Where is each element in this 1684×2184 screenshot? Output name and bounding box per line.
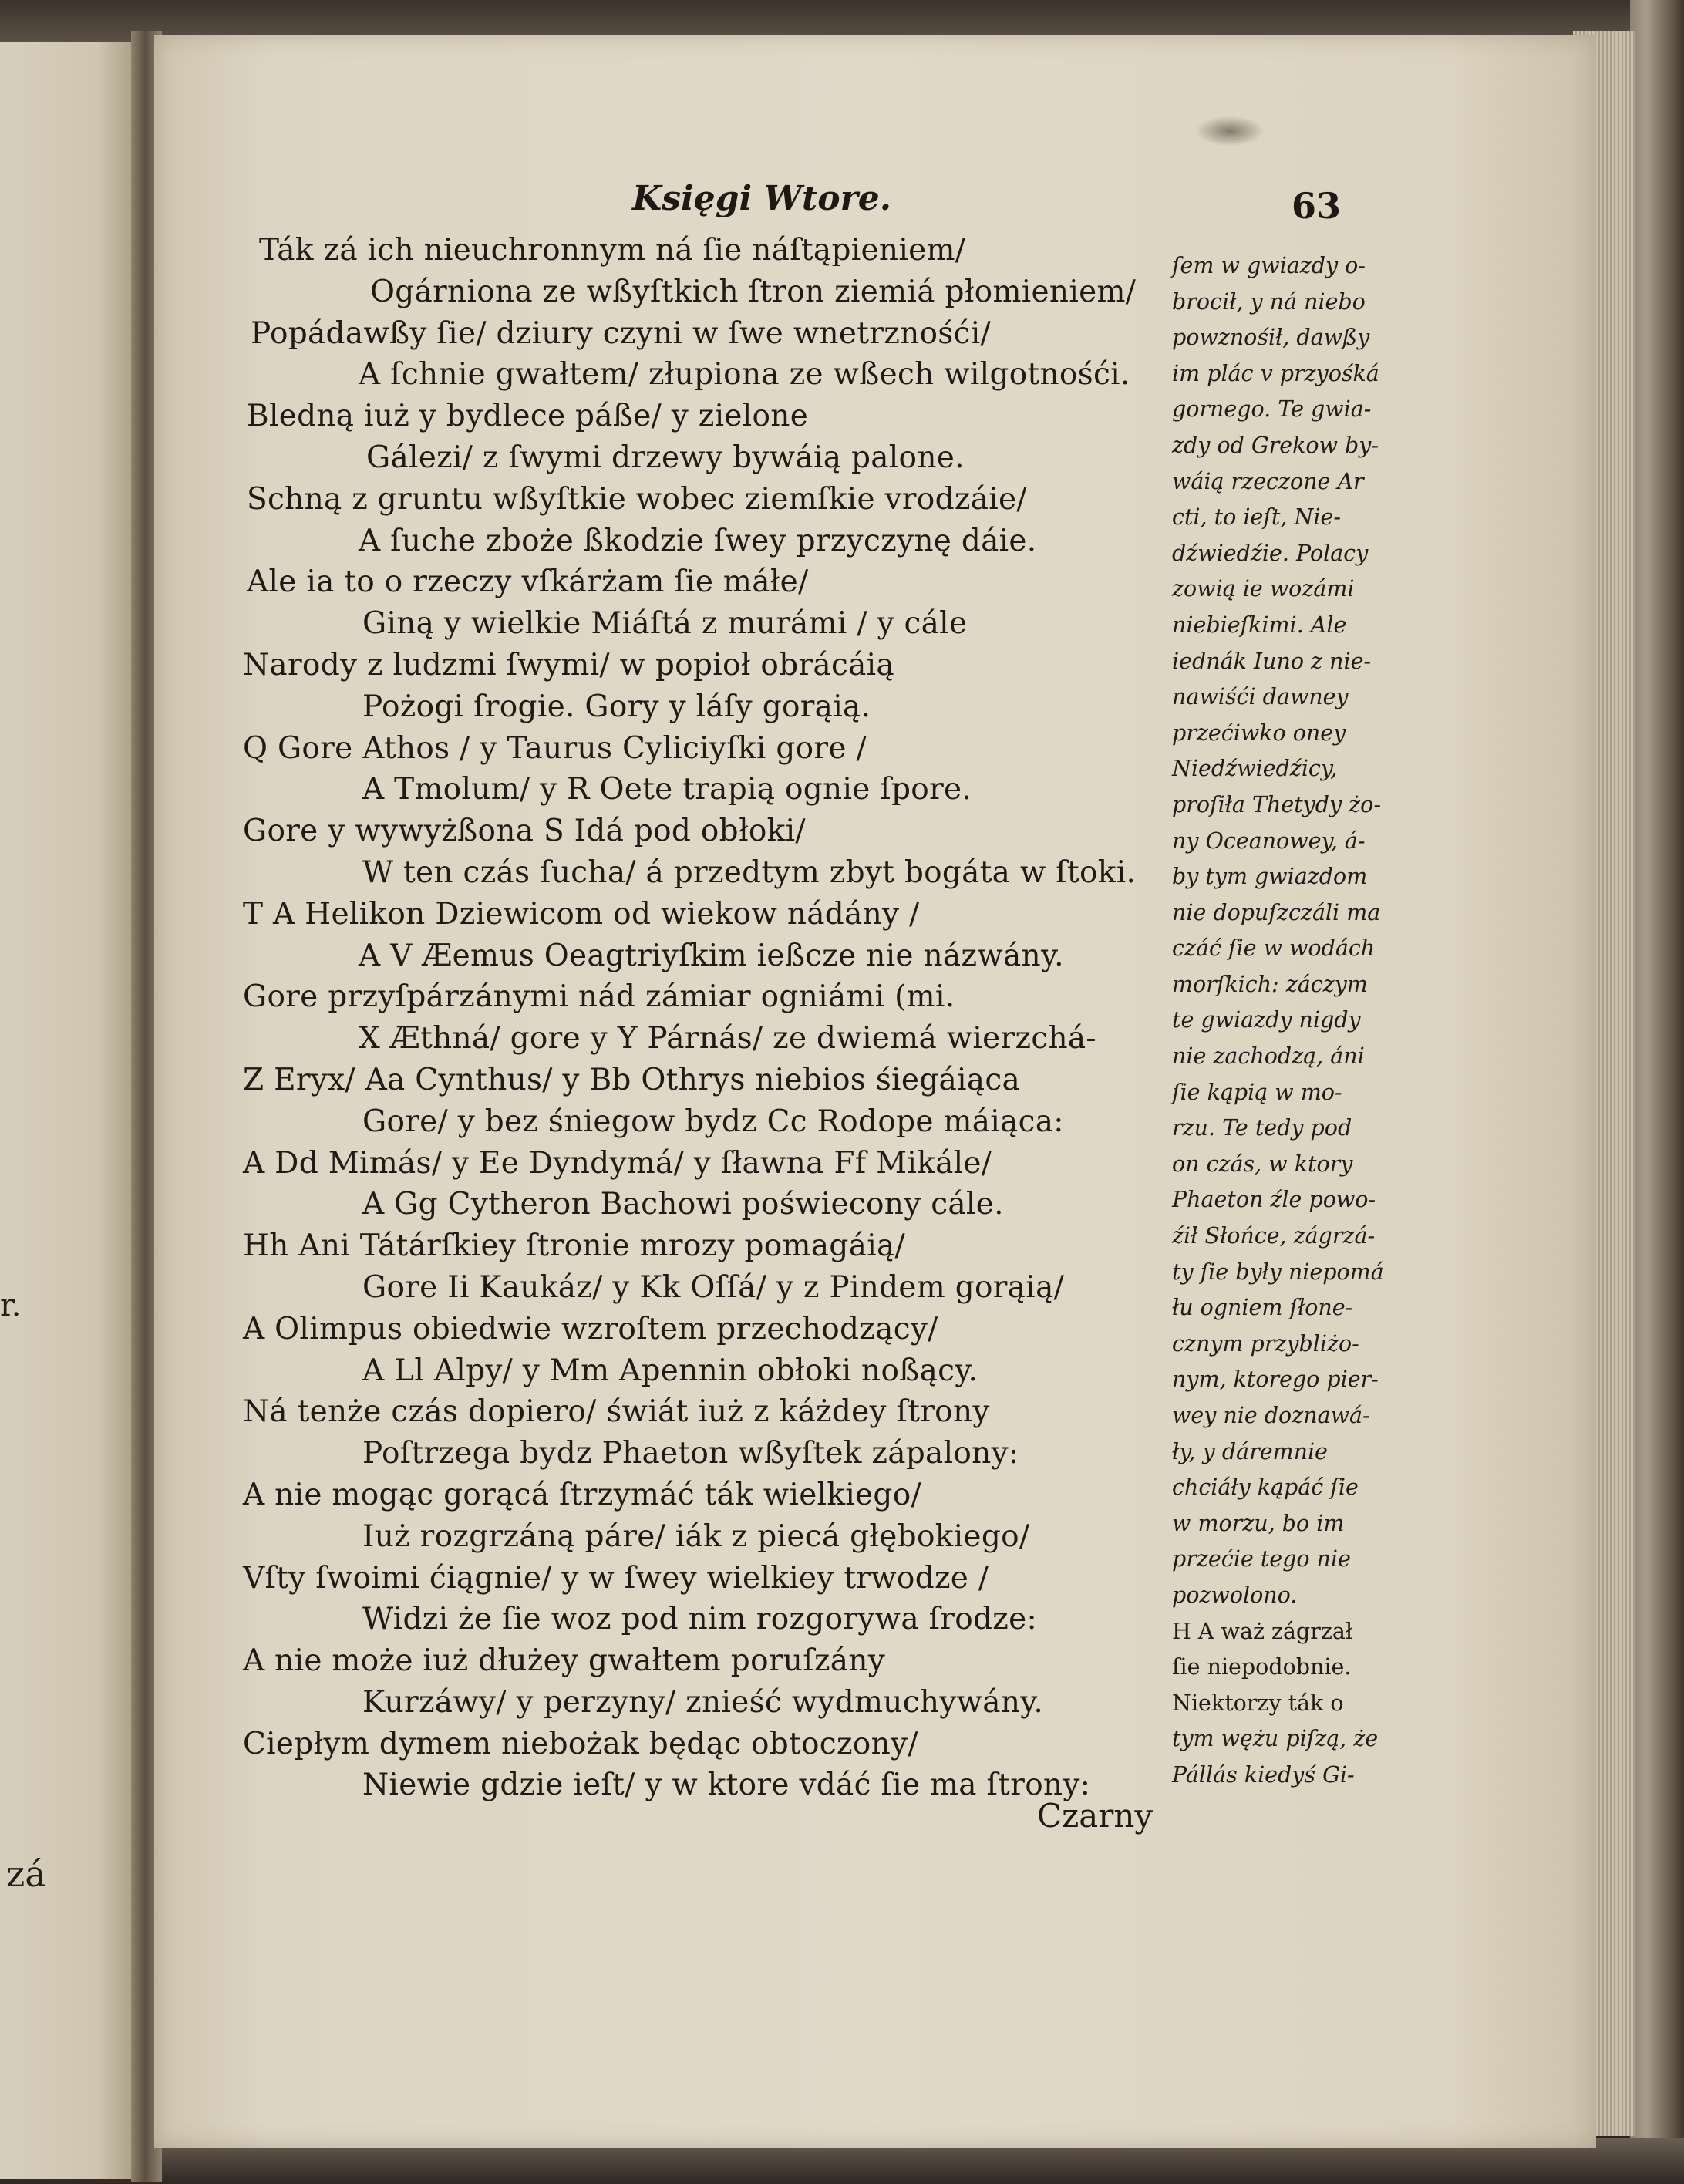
- verse-line: Gore przyſpárzánymi nád zámiar ogniámi (mi.: [243, 979, 955, 1015]
- verse-line: Ogárniona ze wßyſtkich ſtron ziemiá płomieniem/: [370, 274, 1137, 309]
- left-page-fragment: r.: [0, 1288, 22, 1323]
- verse-line: A Tmolum/ y R Oete trapią ognie ſpore.: [362, 772, 972, 807]
- verse-line: Narody z ludzmi ſwymi/ w popioł obrácáią: [243, 647, 894, 682]
- margin-line: im plác v przyośká: [1172, 360, 1379, 386]
- verse-line: Iuż rozgrzáną páre/ iák z piecá głębokiego/: [362, 1518, 1030, 1554]
- ink-stain: [1195, 116, 1265, 147]
- book-cover-right: [1630, 0, 1684, 2184]
- verse-line: Vſty ſwoimi ćiągnie/ y w ſwey wielkiey trwodze /: [243, 1560, 989, 1596]
- margin-line: zowią ie wozámi: [1172, 576, 1355, 602]
- margin-line: H A waż zágrzał: [1172, 1618, 1353, 1644]
- verse-line: Schną z gruntu wßyſtkie wobec ziemſkie vrodzáie/: [247, 481, 1027, 517]
- verse-line: Q Gore Athos / y Taurus Cyliciyſki gore /: [243, 730, 867, 766]
- margin-line: ły, y dáremnie: [1172, 1438, 1328, 1464]
- verse-line: A ſuche zboże ßkodzie ſwey przyczynę dáie.: [359, 523, 1037, 558]
- verse-line: T A Helikon Dziewicom od wiekow nádány /: [243, 896, 920, 932]
- verse-line: Gore Ii Kaukáz/ y Kk Oſſá/ y z Pindem gorąią/: [362, 1269, 1065, 1305]
- verse-line: X Æthná/ gore y Y Párnás/ ze dwiemá wierzchá-: [359, 1021, 1096, 1057]
- verse-line: A Olimpus obiedwie wzroſtem przechodzący/: [243, 1311, 938, 1346]
- margin-commentary: [1172, 248, 1396, 1794]
- verse-line: Hh Ani Tátárſkiey ſtronie mrozy pomagáią/: [243, 1228, 905, 1264]
- margin-line: nie zachodzą, áni: [1172, 1043, 1365, 1070]
- catchword: Czarny: [1037, 1797, 1154, 1835]
- margin-line: proſiła Thetydy żo-: [1172, 791, 1381, 817]
- margin-line: ſie kąpią w mo-: [1172, 1079, 1342, 1105]
- verse-line: A nie mogąc gorącá ſtrzymáć ták wielkiego/: [243, 1477, 921, 1512]
- verse-line: Bledną iuż y bydlece páße/ y zielone: [247, 399, 809, 434]
- verse-line: A nie może iuż dłużey gwałtem poruſzány: [243, 1643, 886, 1679]
- verse-line: A ſchnie gwałtem/ złupiona ze wßech wilgotnośći.: [359, 357, 1130, 393]
- margin-line: dźwiedźie. Polacy: [1172, 540, 1369, 566]
- margin-line: przećiwko oney: [1172, 720, 1346, 746]
- verse-line: A V Æemus Oeagtriyſkim ießcze nie názwány.: [359, 938, 1064, 973]
- margin-line: w morzu, bo im: [1172, 1510, 1345, 1536]
- margin-line: tym wężu piſzą, że: [1172, 1726, 1379, 1752]
- page-number: 63: [1292, 185, 1342, 227]
- margin-line: ſie niepodobnie.: [1172, 1654, 1352, 1680]
- verse-line: Giną y wielkie Miáſtá z murámi / y cále: [362, 606, 968, 642]
- margin-line: powznośił, dawßy: [1172, 325, 1370, 351]
- verse-line: Popádawßy ſie/ dziury czyni w ſwe wnetrznośći/: [251, 315, 991, 351]
- verse-line: Pożogi ſrogie. Gory y láſy gorąią.: [362, 689, 871, 724]
- margin-line: cti, to ieſt, Nie-: [1172, 504, 1341, 531]
- margin-line: Pállás kiedyś Gi-: [1172, 1761, 1355, 1788]
- verse-line: A Ll Alpy/ y Mm Apennin obłoki noßący.: [362, 1353, 978, 1388]
- verse-line: W ten czás ſucha/ á przedtym zbyt bogáta w ſtoki.: [362, 854, 1137, 890]
- margin-line: wáią rzeczone Ar: [1172, 468, 1364, 494]
- margin-line: rzu. Te tedy pod: [1172, 1115, 1352, 1141]
- verse-line: Gálezi/ z ſwymi drzewy bywáią palone.: [366, 440, 965, 475]
- margin-line: iednák Iuno z nie-: [1172, 648, 1372, 674]
- main-text-block: [231, 230, 1157, 1849]
- left-page: [0, 42, 139, 2179]
- margin-line: nym, ktorego pier-: [1172, 1367, 1379, 1393]
- verse-line: A Dd Mimás/ y Ee Dyndymá/ y ſławna Ff Mikále/: [243, 1145, 992, 1181]
- left-page-fragment: zá: [6, 1853, 46, 1895]
- margin-line: nie dopuſzczáli ma: [1172, 899, 1381, 925]
- margin-line: zdy od Grekow by-: [1172, 432, 1379, 458]
- verse-line: Ták zá ich nieuchronnym ná ſie náſtąpieniem/: [259, 233, 966, 268]
- margin-line: by tym gwiazdom: [1172, 864, 1368, 890]
- verse-line: Gore y wywyżßona S Idá pod obłoki/: [243, 814, 806, 849]
- margin-line: morſkich: záczym: [1172, 971, 1368, 997]
- margin-line: wey nie doznawá-: [1172, 1403, 1370, 1428]
- verse-line: Ciepłym dymem niebożak będąc obtoczony/: [243, 1726, 918, 1761]
- margin-line: cznym przybliżo-: [1172, 1330, 1359, 1357]
- margin-line: nawiśći dawney: [1172, 684, 1349, 710]
- verse-line: Poſtrzega bydz Phaeton wßyſtek zápalony:: [362, 1436, 1019, 1471]
- margin-line: źił Słońce, zágrzá-: [1172, 1223, 1376, 1249]
- verse-line: Niewie gdzie ieſt/ y w ktore vdáć ſie ma ſtrony:: [362, 1768, 1091, 1803]
- margin-line: on czás, w ktory: [1172, 1151, 1353, 1177]
- verse-line: A Gg Cytheron Bachowi poświecony cále.: [362, 1187, 1004, 1222]
- margin-line: niebieſkimi. Ale: [1172, 612, 1347, 638]
- margin-line: ty ſie były niepomá: [1172, 1259, 1384, 1285]
- running-title: Księgi Wtore.: [632, 179, 892, 218]
- margin-line: chciáły kąpáć ſie: [1172, 1475, 1359, 1501]
- verse-line: Kurzáwy/ y perzyny/ znieść wydmuchywány.: [362, 1684, 1044, 1720]
- margin-line: Niektorzy ták o: [1172, 1690, 1344, 1716]
- margin-line: pozwolono.: [1172, 1582, 1298, 1608]
- margin-line: gornego. Te gwia-: [1172, 396, 1372, 423]
- verse-line: Z Eryx/ Aa Cynthus/ y Bb Othrys niebios śiegáiąca: [243, 1062, 1021, 1097]
- margin-line: Niedźwiedźicy,: [1172, 756, 1338, 782]
- margin-line: czáć ſie w wodách: [1172, 935, 1376, 962]
- margin-line: ſem w gwiazdy o-: [1172, 253, 1366, 278]
- margin-line: brocił, y ná niebo: [1172, 288, 1366, 315]
- margin-line: te gwiazdy nigdy: [1172, 1007, 1361, 1033]
- verse-line: Gore/ y bez śniegow bydz Cc Rodope máiąca:: [362, 1104, 1064, 1139]
- margin-line: łu ogniem ſłone-: [1172, 1295, 1353, 1321]
- margin-line: Phaeton źle powo-: [1172, 1187, 1376, 1213]
- verse-line: Ná tenże czás dopiero/ świát iuż z káżdey ſtrony: [243, 1394, 990, 1430]
- verse-line: Widzi że ſie woz pod nim rozgorywa ſrodze:: [362, 1602, 1037, 1637]
- verse-line: Ale ia to o rzeczy vſkárżam ſie máłe/: [247, 565, 809, 600]
- margin-line: ny Oceanowey, á-: [1172, 827, 1366, 854]
- margin-line: przećie tego nie: [1172, 1546, 1351, 1572]
